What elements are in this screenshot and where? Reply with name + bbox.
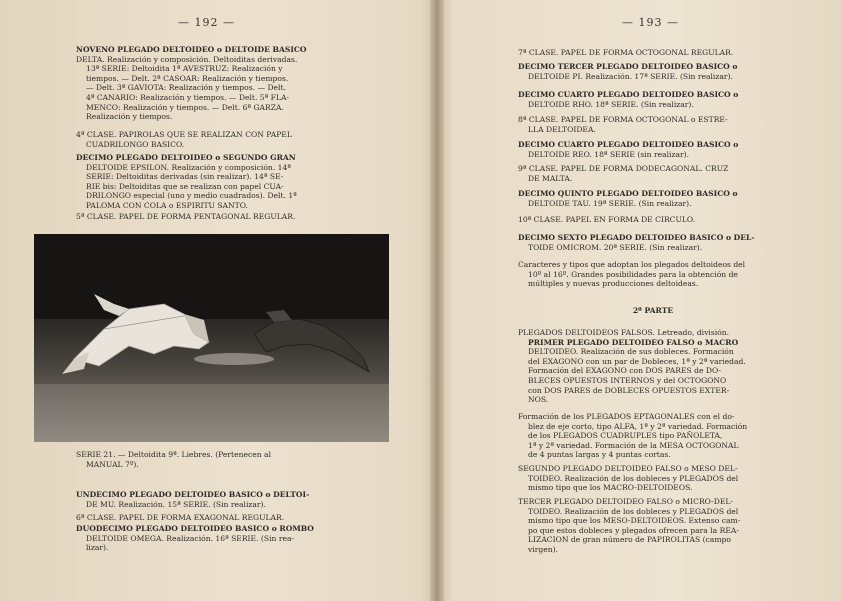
- line: DECIMO PLEGADO DELTOIDEO o SEGUNDO GRAN: [76, 153, 296, 162]
- line: NOS.: [528, 395, 549, 405]
- line: mismo tipo que los MESO-DELTOIDEOS. Extenso cam-: [528, 516, 741, 526]
- line: CUADRILONGO BASICO.: [86, 139, 185, 149]
- right-block-clase9: [518, 164, 788, 183]
- line: Realización y tiempos.: [86, 112, 173, 122]
- right-block-eptagonales: [518, 412, 788, 460]
- line: PALOMA CON COLA o ESPIRITU SANTO.: [86, 200, 248, 210]
- line: RIE bis: Deltoiditas que se realizan con papel CUA-: [86, 181, 284, 191]
- line: 4ª CANARIO: Realización y tiempos. — Delt. 5ª FLA-: [86, 92, 290, 102]
- right-block-clase8: [518, 115, 788, 134]
- line: Caracteres y tipos que adoptan los plegados deltoideos del: [518, 260, 746, 269]
- line: con DOS PARES de DOBLECES OPUESTOS EXTER-: [528, 385, 730, 395]
- line: LIZACION de gran número de PAPIROLITAS (campo: [528, 535, 731, 545]
- line: po que estos dobleces y plegados ofrecen para la REA-: [528, 525, 739, 535]
- line: TERCER PLEGADO DELTOIDEO FALSO o MICRO-DEL-: [518, 497, 733, 506]
- line: DUODECIMO PLEGADO DELTOIDEO BASICO o ROMBO: [76, 524, 314, 533]
- line: 10º al 16º. Grandes posibilidades para la obtención de: [528, 269, 738, 279]
- right-block-decimo-tercer: [518, 62, 788, 81]
- line: SERIE 21. — Deltoidita 9ª. Liebres. (Pertenecen al: [76, 450, 271, 459]
- line: TOIDEO. Realización de los dobleces y PLEGADOS del: [528, 473, 739, 483]
- left-block-clase4: [76, 130, 346, 149]
- line: DELTOIDE PI. Realización. 17ª SERIE. (Sin realizar).: [528, 71, 733, 81]
- right-block-segundo-falso: [518, 464, 788, 493]
- line: 7ª CLASE. PAPEL DE FORMA OCTOGONAL REGULAR.: [518, 48, 734, 57]
- line: DELTOIDE OMEGA. Realización. 16ª SERIE. (Sin rea-: [86, 533, 295, 543]
- line: DECIMO SEXTO PLEGADO DELTOIDEO BASICO o DEL-: [518, 233, 755, 242]
- line: 5ª CLASE. PAPEL DE FORMA PENTAGONAL REGULAR.: [76, 212, 296, 221]
- line: de 4 puntas largas y 4 puntas cortas.: [528, 450, 671, 460]
- line: BLECES OPUESTOS INTERNOS y del OCTOGONO: [528, 375, 727, 385]
- line: PLEGADOS DELTOIDEOS FALSOS. Letreado, división.: [518, 328, 730, 337]
- line: DE MALTA.: [528, 173, 573, 183]
- line: MENCO: Realización y tiempos. — Delt. 6ª GARZA.: [86, 102, 284, 112]
- line: 2ª PARTE: [632, 306, 674, 315]
- photo-origami-hares: [34, 234, 389, 442]
- page-number-left: — 192 —: [178, 16, 235, 29]
- right-block-caracteres: [518, 260, 788, 289]
- photo-caption: [76, 450, 346, 469]
- line: blez de eje corto, tipo ALFA, 1ª y 2ª variedad. Formación: [528, 421, 748, 431]
- line: 13ª SERIE: Deltoidita 1ª AVESTRUZ: Realización y: [86, 64, 283, 74]
- right-block-decimo-cuarto-rho: [518, 90, 788, 109]
- line: PRIMER PLEGADO DELTOIDEO FALSO o MACRO: [528, 337, 739, 347]
- line: 4ª CLASE. PAPIROLAS QUE SE REALIZAN CON PAPEL: [76, 130, 292, 139]
- line: DELTOIDE TAU. 19ª SERIE. (Sin realizar).: [528, 198, 692, 208]
- line: lizar).: [86, 543, 109, 553]
- line: NOVENO PLEGADO DELTOIDEO o DELTOIDE BASICO: [76, 45, 307, 54]
- line: 10ª CLASE. PAPEL EN FORMA DE CIRCULO.: [518, 215, 696, 224]
- line: — Delt. 3ª GAVIOTA: Realización y tiempos. — Delt.: [86, 83, 286, 93]
- line: tiempos. — Delt. 2ª CASOAR: Realización y tiempos.: [86, 73, 289, 83]
- line: LLA DELTOIDEA.: [528, 124, 596, 134]
- right-block-decimo-cuarto-reo: [518, 140, 788, 159]
- line: MANUAL 7º).: [86, 459, 139, 469]
- left-block-noveno: [76, 45, 346, 122]
- line: 9ª CLASE. PAPEL DE FORMA DODECAGONAL. CRUZ: [518, 164, 729, 173]
- line: virgen).: [528, 544, 558, 554]
- line: del EXAGONO con un par de Dobleces, 1ª y 2ª variedad.: [528, 356, 746, 366]
- line: DECIMO CUARTO PLEGADO DELTOIDEO BASICO o: [518, 140, 739, 149]
- part-heading: [518, 306, 788, 316]
- line: DELTA. Realización y composición. Deltoiditas derivadas.: [76, 54, 298, 64]
- line: DECIMO TERCER PLEGADO DELTOIDEO BASICO o: [518, 62, 738, 71]
- line: de los PLEGADOS CUADRUPLES tipo PAÑOLETA,: [528, 431, 723, 441]
- right-block-falsos: [518, 328, 788, 405]
- line: DECIMO QUINTO PLEGADO DELTOIDEO BASICO o: [518, 189, 738, 198]
- origami-hares-image: [34, 234, 389, 442]
- line: SEGUNDO PLEGADO DELTOIDEO FALSO o MESO DEL-: [518, 464, 738, 473]
- line: Formación de los PLEGADOS EPTAGONALES con el do-: [518, 412, 735, 421]
- line: DELTOIDEO. Realización de sus dobleces. Formación: [528, 347, 734, 357]
- right-block-clase7: [518, 48, 788, 58]
- line: DECIMO CUARTO PLEGADO DELTOIDEO BASICO o: [518, 90, 739, 99]
- line: 8ª CLASE. PAPEL DE FORMA OCTOGONAL o ESTRE-: [518, 115, 728, 124]
- right-block-tercer-falso: [518, 497, 788, 555]
- right-block-clase10: [518, 215, 788, 225]
- line: 1ª y 2ª variedad. Formación de la MESA OCTOGONAL: [528, 440, 739, 450]
- line: múltiples y nuevas producciones deltoideas.: [528, 279, 699, 289]
- line: DE MU. Realización. 15ª SERIE. (Sin realizar).: [86, 499, 266, 509]
- book-gutter: [430, 0, 444, 601]
- line: TOIDEO. Realización de los dobleces y PLEGADOS del: [528, 506, 739, 516]
- right-block-decimo-sexto: [518, 233, 788, 252]
- line: SERIE: Deltoiditas derivadas (sin realizar). 14ª SE-: [86, 172, 284, 182]
- page-number-right: — 193 —: [622, 16, 679, 29]
- line: DELTOIDE RHO. 18ª SERIE. (Sin realizar).: [528, 99, 694, 109]
- line: 6ª CLASE. PAPEL DE FORMA EXAGONAL REGULAR.: [76, 513, 285, 522]
- line: mismo tipo que los MACRO-DELTOIDEOS.: [528, 483, 693, 493]
- line: DELTOIDE EPSILON. Realización y composición. 14ª: [86, 162, 291, 172]
- left-block-decimo: [76, 153, 346, 211]
- left-block-duodecimo: [76, 524, 346, 553]
- left-block-clase5: [76, 212, 346, 222]
- line: TOIDE OMICROM. 20ª SERIE. (Sin realizar).: [528, 242, 703, 252]
- line: DRILONGO especial (uno y medio cuadrados). Delt. 1ª: [86, 191, 297, 201]
- line: Formación del EXAGONO con DOS PARES de DO-: [528, 366, 722, 376]
- left-block-clase6: [76, 513, 346, 523]
- right-block-decimo-quinto: [518, 189, 788, 208]
- line: DELTOIDE REO. 18ª SERIE (sin realizar).: [528, 149, 689, 159]
- left-block-undecimo: [76, 490, 346, 509]
- line: UNDECIMO PLEGADO DELTOIDEO BASICO o DELTOI-: [76, 490, 310, 499]
- right-page: [444, 0, 841, 601]
